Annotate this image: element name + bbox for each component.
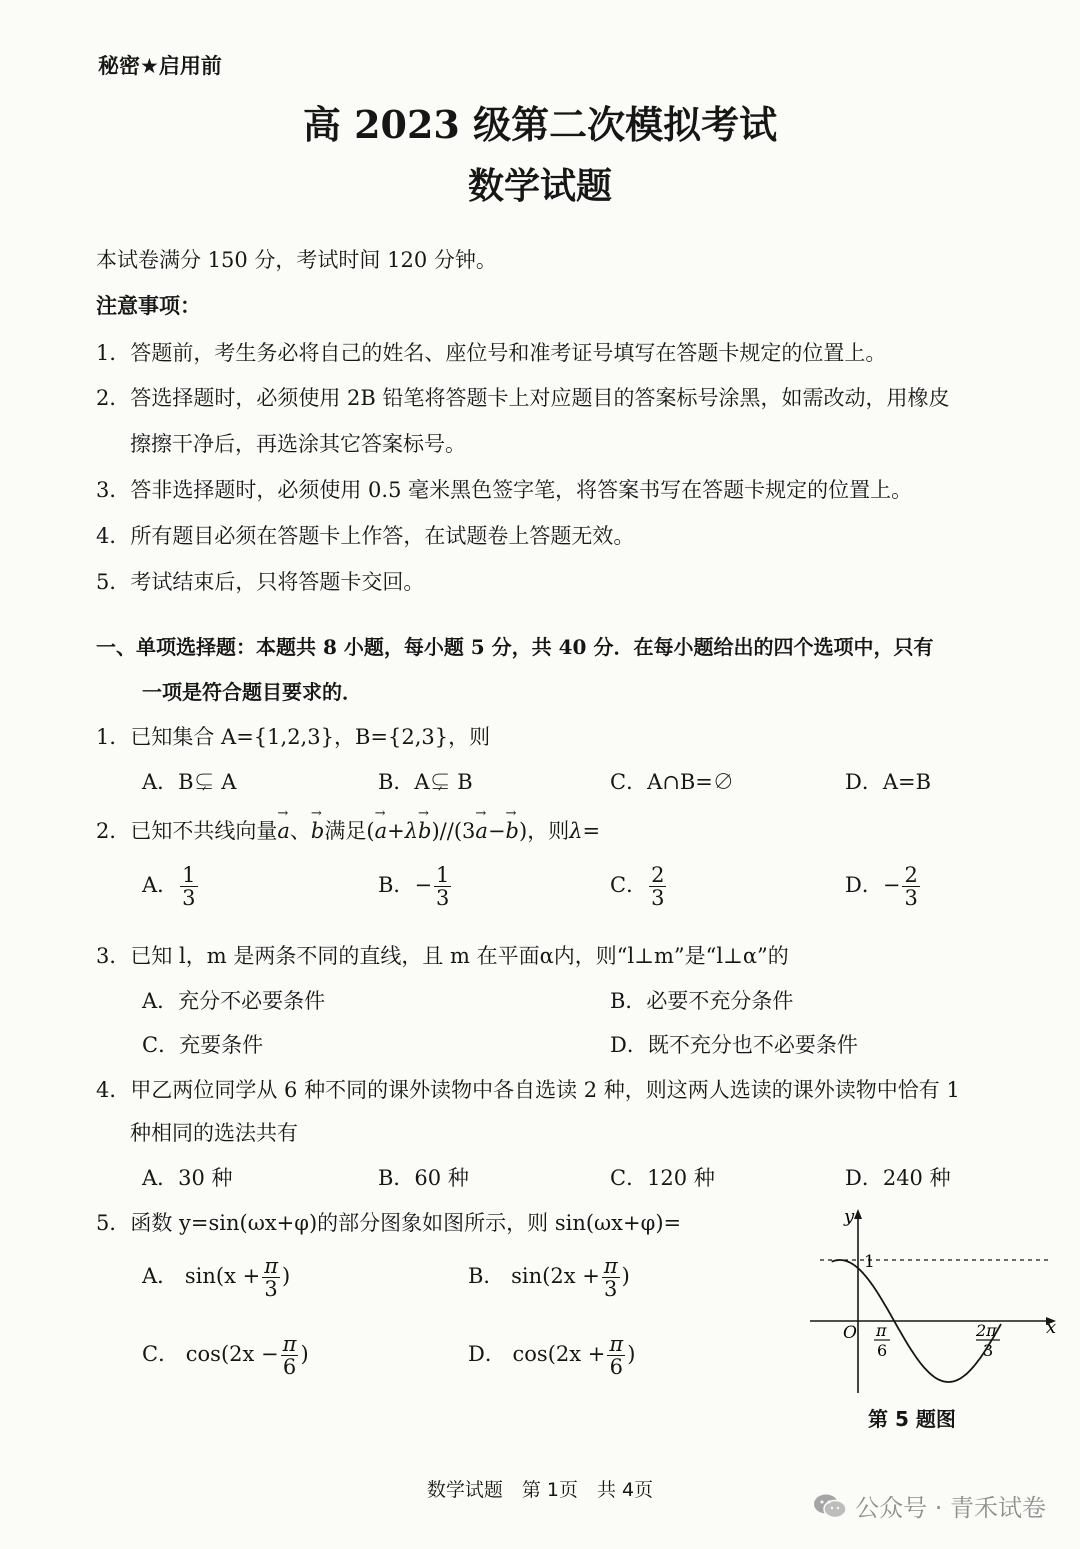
max-value-label: 1 xyxy=(864,1252,875,1272)
q1-option-c[interactable]: C．A∩B=∅ xyxy=(610,770,734,794)
q1-option-b[interactable]: B．A⊊ B xyxy=(378,770,473,794)
question-2-stem: 2．已知不共线向量→ a、→ b满足(→ a+λ→ b)//(3→ a−→ b)，则λ= xyxy=(96,815,600,845)
q5-option-c[interactable]: C． cos(2x − $\frac{\pi}{6}$ ) xyxy=(142,1332,309,1380)
y-axis-arrow xyxy=(854,1209,862,1219)
watermark-text: 公众号 · 青禾试卷 xyxy=(855,1494,1046,1522)
watermark xyxy=(813,1488,1046,1523)
confidential-label: 秘密★启用前 xyxy=(98,54,222,78)
origin-label: O xyxy=(843,1323,857,1343)
q1-option-d[interactable]: D．A=B xyxy=(845,770,932,794)
notice-item: 3．答非选择题时，必须使用 0.5 毫米黑色签字笔，将答案书写在答题卡规定的位置上。 xyxy=(96,478,913,502)
sine-graph-figure xyxy=(810,1205,1060,1400)
section-heading-cont: 一项是符合题目要求的． xyxy=(142,680,362,704)
q2-option-c[interactable]: C． $\frac{2}{3}$ xyxy=(610,863,665,911)
intro-text: 本试卷满分 150 分，考试时间 120 分钟。 xyxy=(96,248,497,272)
q1-option-a[interactable]: A．B⊊ A xyxy=(142,770,237,794)
x-axis-label: x xyxy=(1046,1317,1057,1338)
q3-option-c[interactable]: C．充要条件 xyxy=(142,1033,264,1057)
q3-option-d[interactable]: D．既不充分也不必要条件 xyxy=(610,1033,858,1057)
q4-option-a[interactable]: A．30 种 xyxy=(142,1166,233,1190)
notice-item: 1．答题前，考生务必将自己的姓名、座位号和准考证号填写在答题卡规定的位置上。 xyxy=(96,341,887,365)
notice-item: 2．答选择题时，必须使用 2B 铅笔将答题卡上对应题目的答案标号涂黑，如需改动，用橡皮 xyxy=(96,386,950,410)
question-3-stem: 3．已知 l，m 是两条不同的直线，且 m 在平面α内，则“l⊥m”是“l⊥α”的 xyxy=(96,944,789,968)
wechat-icon xyxy=(813,1493,847,1519)
q5-option-b[interactable]: B． sin(2x + $\frac{\pi}{3}$ ) xyxy=(468,1254,630,1302)
q2-option-a[interactable]: A． $\frac{1}{3}$ xyxy=(142,863,196,911)
y-axis-label: y xyxy=(844,1206,855,1227)
q4-option-c[interactable]: C．120 种 xyxy=(610,1166,715,1190)
q3-option-b[interactable]: B．必要不充分条件 xyxy=(610,989,794,1013)
tick-label-2pi3-den: 3 xyxy=(983,1341,994,1360)
q5-option-a[interactable]: A． sin(x + $\frac{\pi}{3}$ ) xyxy=(142,1254,291,1302)
tick-label-pi6-num: π xyxy=(876,1321,887,1340)
q2-option-d[interactable]: D．− $\frac{2}{3}$ xyxy=(845,863,918,911)
exam-title: 高 2023 级第二次模拟考试 xyxy=(302,102,778,147)
exam-subtitle: 数学试题 xyxy=(467,165,612,207)
tick-label-pi6-den: 6 xyxy=(877,1341,888,1360)
q3-option-a[interactable]: A．充分不必要条件 xyxy=(142,989,326,1013)
q4-option-d[interactable]: D．240 种 xyxy=(845,1166,951,1190)
q5-option-d[interactable]: D． cos(2x + $\frac{\pi}{6}$ ) xyxy=(468,1332,636,1380)
notice-item: 5．考试结束后，只将答题卡交回。 xyxy=(96,570,425,594)
notice-item: 4．所有题目必须在答题卡上作答，在试题卷上答题无效。 xyxy=(96,524,635,548)
question-4-stem-cont: 种相同的选法共有 xyxy=(130,1121,298,1145)
question-1-stem: 1．已知集合 A={1,2,3}，B={2,3}，则 xyxy=(96,725,491,749)
q4-option-b[interactable]: B．60 种 xyxy=(378,1166,469,1190)
notice-heading: 注意事项： xyxy=(96,294,201,318)
q2-option-b[interactable]: B．− $\frac{1}{3}$ xyxy=(378,863,450,911)
figure-caption: 第 5 题图 xyxy=(868,1407,956,1431)
section-heading: 一、单项选择题：本题共 8 小题，每小题 5 分，共 40 分．在每小题给出的四个选项中，只有 xyxy=(96,635,934,659)
tick-label-2pi3-num: 2π xyxy=(976,1321,997,1340)
page-footer: 数学试题 第 1页 共 4页 xyxy=(426,1479,654,1501)
question-5-stem: 5．函数 y=sin(ωx+φ)的部分图象如图所示，则 sin(ωx+φ)= xyxy=(96,1211,682,1235)
notice-item: 擦擦干净后，再选涂其它答案标号。 xyxy=(130,432,466,456)
question-4-stem: 4．甲乙两位同学从 6 种不同的课外读物中各自选读 2 种，则这两人选读的课外读物中恰有 1 xyxy=(96,1078,960,1102)
